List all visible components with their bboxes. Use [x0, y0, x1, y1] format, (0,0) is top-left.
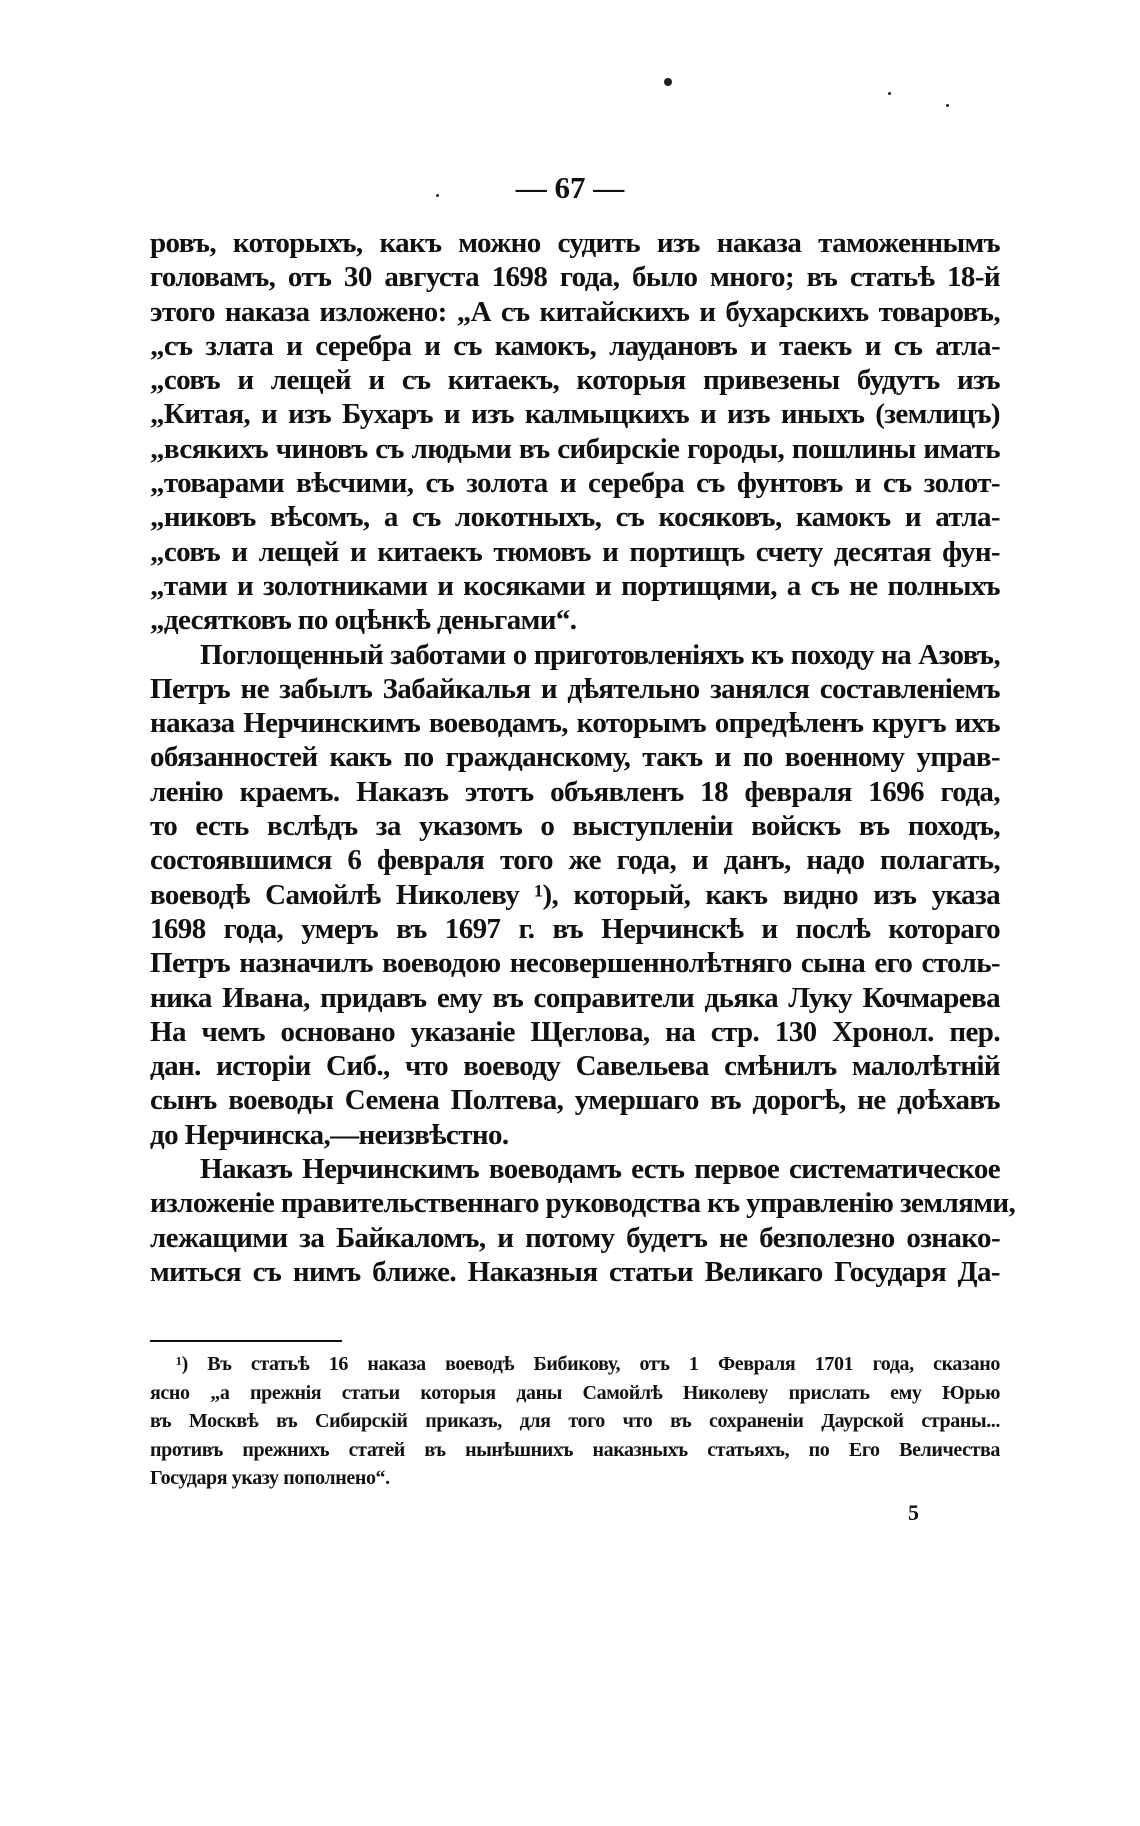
- text-line: 1698 года, умеръ въ 1697 г. въ Нерчинскѣ и послѣ котораго: [150, 912, 1000, 945]
- page-number: — 67 —: [515, 170, 625, 205]
- text-line: „тами и золотниками и косяками и портищями, а съ не полныхъ: [150, 569, 1000, 602]
- text-line: На чемъ основано указаніе Щеглова, на стр. 130 Хронол. пер.: [150, 1015, 1000, 1048]
- text-line: обязанностей какъ по гражданскому, такъ и по военному управ-: [150, 741, 1000, 774]
- text-line: Петръ назначилъ воеводою несовершеннолѣтняго сына его столь-: [150, 947, 1000, 980]
- text-line: „десятковъ по оцѣнкѣ деньгами“.: [150, 604, 577, 637]
- text-line: состоявшимся 6 февраля того же года, и данъ, надо полагать,: [150, 844, 1000, 877]
- text-line: сынъ воеводы Семена Полтева, умершаго въ дорогѣ, не доѣхавъ: [150, 1084, 1000, 1117]
- footnote-line: противъ прежнихъ статей въ нынѣшнихъ наказныхъ статьяхъ, по Его Величества: [150, 1438, 1000, 1461]
- printers-signature-mark: 5: [908, 1500, 919, 1525]
- text-line: ника Ивана, придавъ ему въ соправители дьяка Луку Кочмарева: [150, 981, 1000, 1014]
- footnote-line: ясно „а прежнія статьи которыя даны Самойлѣ Николеву прислать ему Юрью: [150, 1381, 1000, 1404]
- text-line-with-footnote-ref: воеводѣ Самойлѣ Николеву ¹), который, какъ видно изъ указа: [150, 878, 1000, 911]
- text-line: лежащими за Байкаломъ, и потому будетъ не безполезно ознако-: [150, 1221, 1000, 1254]
- text-line: наказа Нерчинскимъ воеводамъ, которымъ опредѣленъ кругъ ихъ: [150, 707, 1000, 740]
- text-line: „никовъ вѣсомъ, а съ локотныхъ, съ косяковъ, камокъ и атла-: [150, 501, 1000, 534]
- text-line: миться съ нимъ ближе. Наказныя статьи Великаго Государя Да-: [150, 1255, 1000, 1288]
- text-line: ровъ, которыхъ, какъ можно судить изъ наказа таможеннымъ: [150, 227, 1000, 259]
- text-line: „совъ и лещей и съ китаекъ, которыя привезены будутъ изъ: [150, 364, 1000, 397]
- ink-speck: [664, 78, 672, 86]
- text-line: Петръ не забылъ Забайкалья и дѣятельно занялся составленіемъ: [150, 672, 1000, 705]
- text-line: „товарами вѣсчими, съ золота и серебра съ фунтовъ и съ золот-: [150, 467, 1000, 500]
- main-text: [150, 226, 1016, 1289]
- text-line: этого наказа изложено: „А съ китайскихъ и бухарскихъ товаровъ,: [150, 295, 1000, 328]
- footnote-block: [150, 1350, 1000, 1493]
- text-line: изложеніе правительственнаго руководства къ управленію землями,: [150, 1187, 1016, 1220]
- footnote-line: Государя указу пополнено“.: [150, 1467, 390, 1489]
- ink-speck: [946, 104, 949, 107]
- text-line: „совъ и лещей и китаекъ тюмовъ и портищъ счету десятая фун-: [150, 535, 1000, 568]
- text-line: до Нерчинска,—неизвѣстно.: [150, 1118, 509, 1151]
- ink-speck: [888, 92, 891, 95]
- text-line: дан. исторіи Сиб., что воеводу Савельева смѣнилъ малолѣтній: [150, 1050, 1000, 1083]
- paragraph-start: Поглощенный заботами о приготовленіяхъ къ походу на Азовъ,: [200, 638, 1000, 671]
- footnote-line: въ Москвѣ въ Сибирскій приказъ, для того что въ сохраненіи Даурской страны...: [150, 1410, 1000, 1432]
- text-line: ленію краемъ. Наказъ этотъ объявленъ 18 февраля 1696 года,: [150, 775, 1000, 808]
- footnote-divider: [150, 1340, 342, 1342]
- text-line: „съ злата и серебра и съ камокъ, лаудановъ и таекъ и съ атла-: [150, 329, 1000, 362]
- paragraph-start: Наказъ Нерчинскимъ воеводамъ есть первое систематическое: [200, 1153, 1000, 1186]
- footnote-line: ¹) Въ статьѣ 16 наказа воеводѣ Бибикову, отъ 1 Февраля 1701 года, сказано: [176, 1353, 1000, 1375]
- text-line: головамъ, отъ 30 августа 1698 года, было много; въ статьѣ 18-й: [150, 261, 1000, 294]
- text-line: „всякихъ чиновъ съ людьми въ сибирскіе городы, пошлины имать: [150, 432, 1000, 465]
- text-line: то есть вслѣдъ за указомъ о выступленіи войскъ въ походъ,: [150, 810, 1000, 843]
- text-line: „Китая, и изъ Бухаръ и изъ калмыцкихъ и изъ иныхъ (землицъ): [150, 398, 1000, 431]
